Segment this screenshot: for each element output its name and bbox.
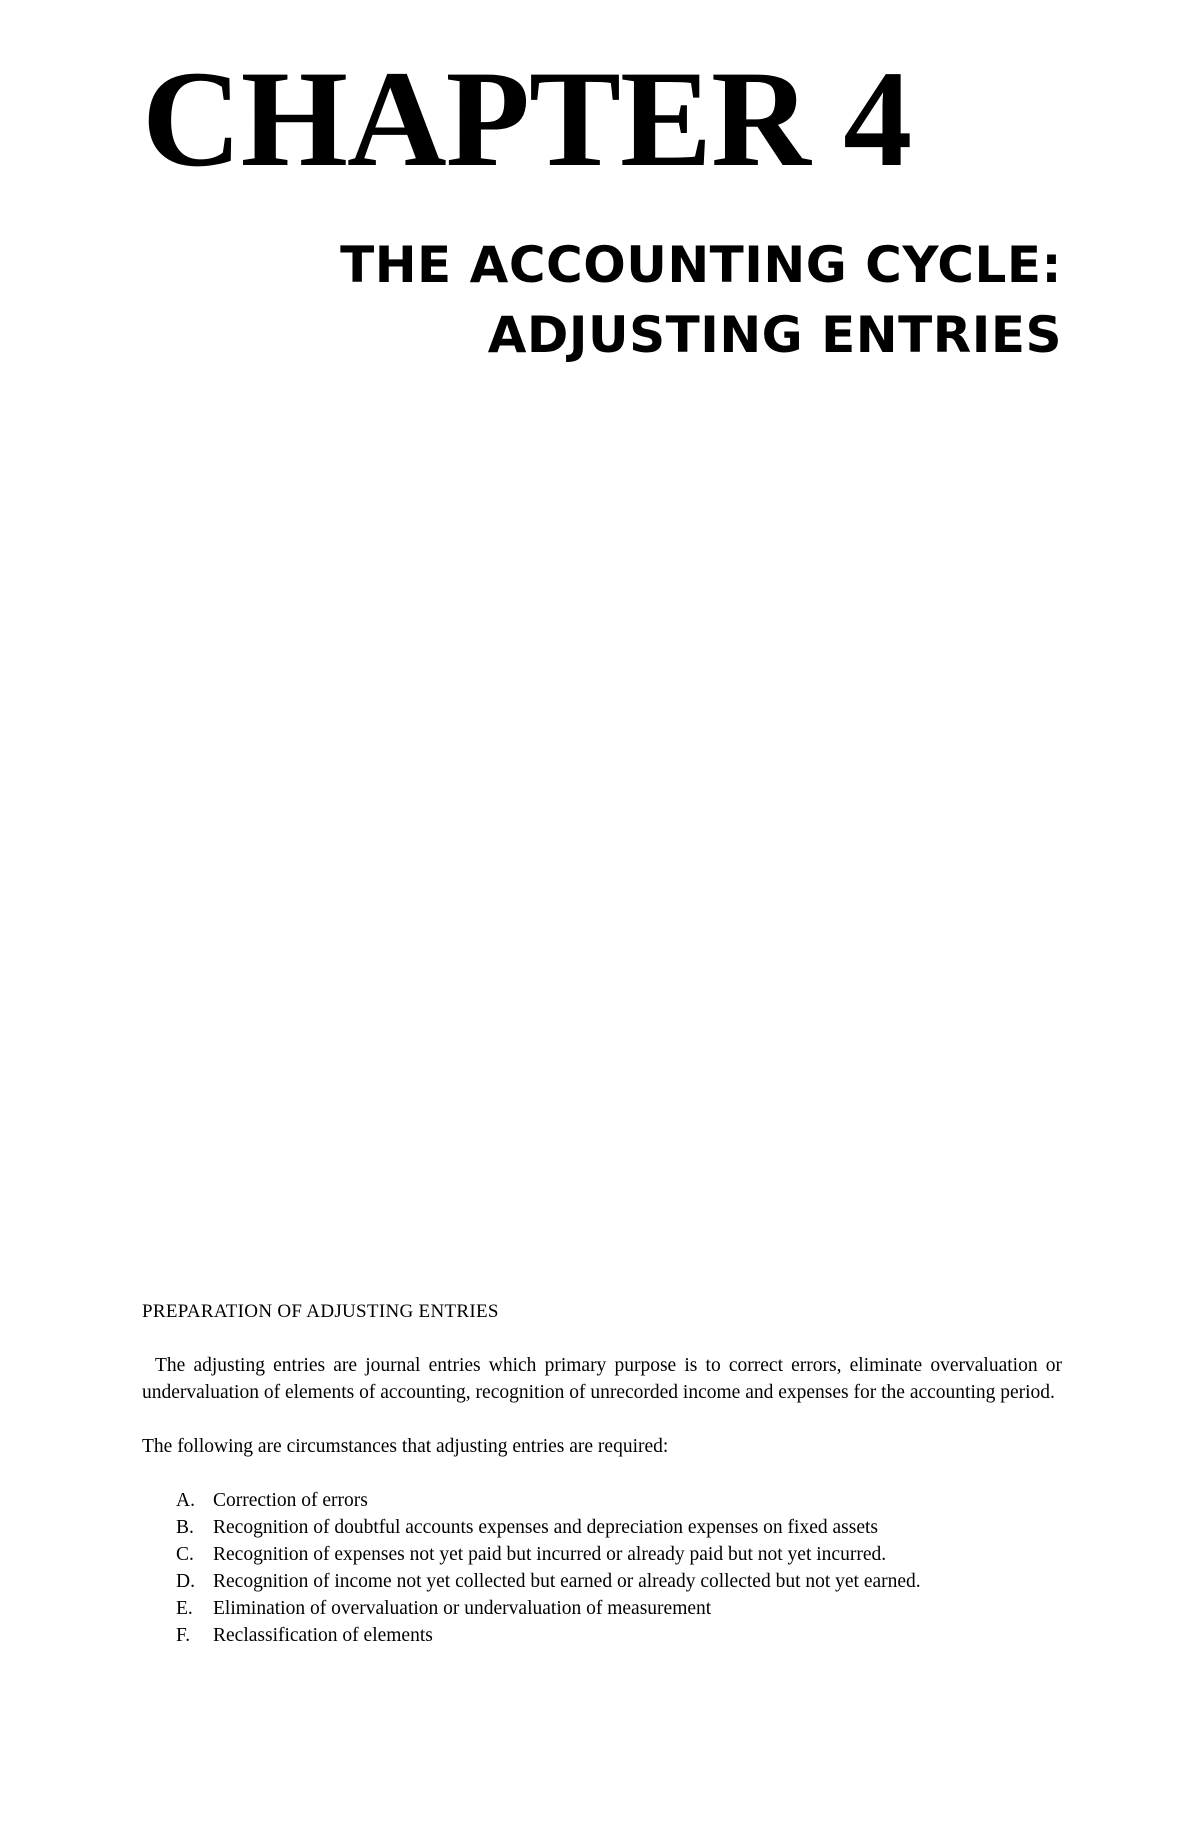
chapter-subtitle (340, 230, 1062, 370)
list-item (176, 1487, 1062, 1514)
list-item-marker: B. (176, 1517, 194, 1538)
definition-paragraph: The adjusting entries are journal entries which primary purpose is to correct errors, eliminate overvaluation or undervaluation of elements of accounting, recognition of unrecorded income and expenses for the accounting period. (142, 1355, 1062, 1403)
list-item-text: Recognition of expenses not yet paid but incurred or already paid but not yet incurred. (213, 1544, 887, 1565)
list-item-text: Recognition of income not yet collected but earned or already collected but not yet earned. (213, 1571, 921, 1592)
list-item-marker: F. (176, 1625, 191, 1646)
chapter-title: CHAPTER 4 (142, 42, 912, 195)
list-item-text: Elimination of overvaluation or undervaluation of measurement (213, 1598, 712, 1619)
list-item-text: Reclassification of elements (213, 1625, 433, 1646)
list-item-marker: C. (176, 1544, 194, 1565)
circumstances-intro: The following are circumstances that adjusting entries are required: (142, 1436, 669, 1457)
list-item-marker: A. (176, 1490, 195, 1511)
chapter-subtitle-line-1: THE ACCOUNTING CYCLE: (340, 236, 1062, 294)
list-item-text: Correction of errors (213, 1490, 368, 1511)
chapter-subtitle-line-2: ADJUSTING ENTRIES (487, 306, 1062, 364)
list-item (176, 1514, 1062, 1541)
list-item (176, 1541, 1062, 1568)
list-item-text: Recognition of doubtful accounts expenses and depreciation expenses on fixed assets (213, 1517, 878, 1538)
section-heading: PREPARATION OF ADJUSTING ENTRIES (142, 1301, 499, 1322)
section-adjusting-entries (142, 1298, 1062, 1649)
list-item (176, 1568, 1062, 1595)
list-item (176, 1622, 1062, 1649)
list-item-marker: D. (176, 1571, 195, 1592)
list-item-marker: E. (176, 1598, 193, 1619)
circumstances-list (142, 1487, 1062, 1649)
list-item (176, 1595, 1062, 1622)
